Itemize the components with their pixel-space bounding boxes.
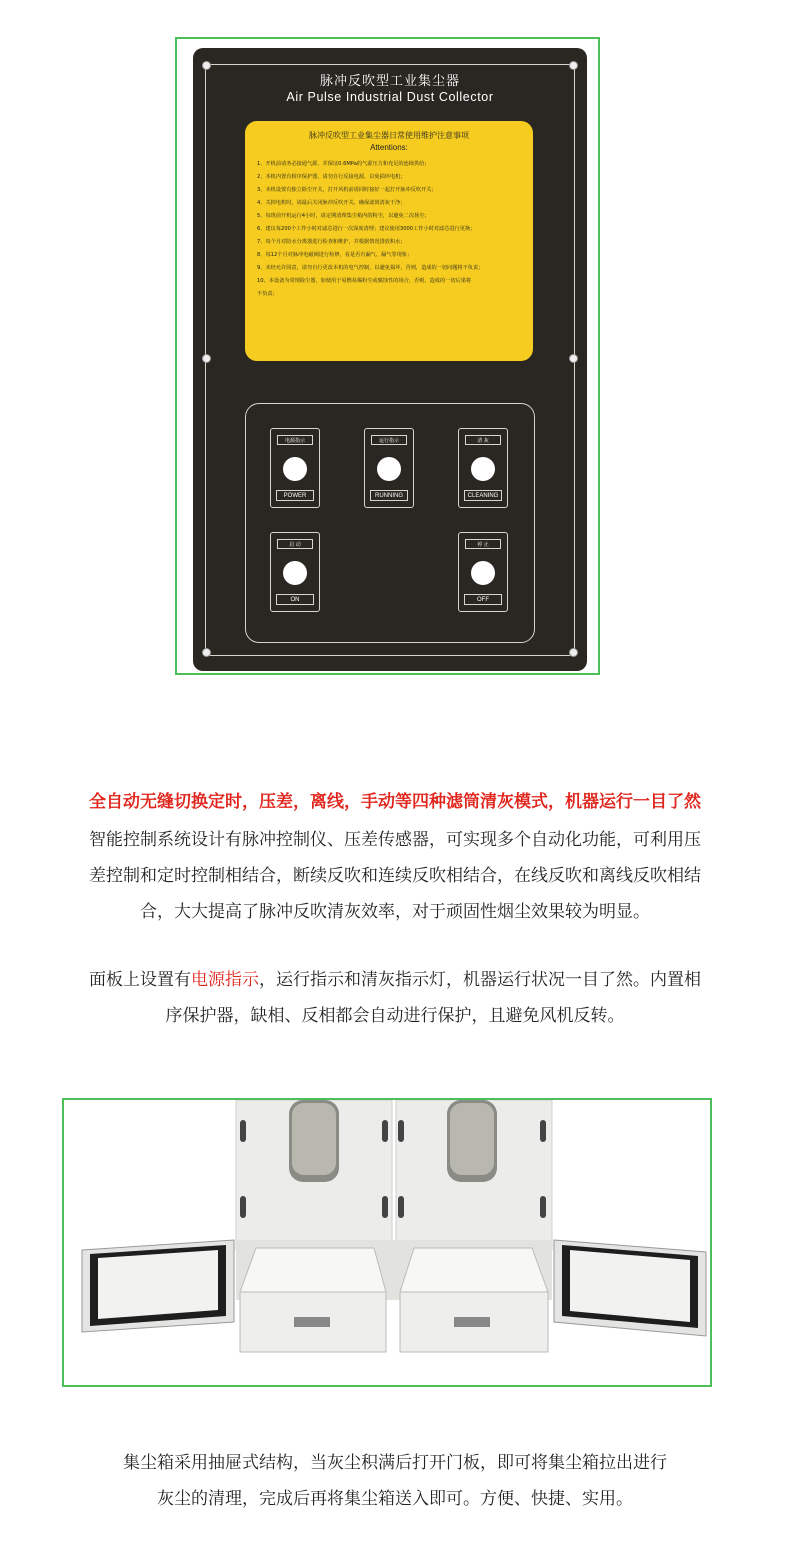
rivet-icon <box>569 354 578 363</box>
cleaning-button-unit <box>458 428 508 508</box>
feature-description <box>30 822 760 930</box>
power-bottom-label: POWER <box>276 490 314 501</box>
panel-title-en: Air Pulse Industrial Dust Collector <box>286 90 494 104</box>
off-button <box>471 561 495 585</box>
panel-description <box>30 962 760 1034</box>
feature-headline: 全自动无缝切换定时，压差，离线，手动等四种滤筒清灰模式，机器运行一目了然 <box>89 792 701 812</box>
panel-description-line-1 <box>30 962 760 998</box>
rivet-icon <box>202 354 211 363</box>
description-line: 差控制和定时控制相结合，断续反吹和连续反吹相结合，在线反吹和离线反吹相结 <box>89 866 701 886</box>
dust-drawer-illustration <box>64 1100 710 1385</box>
on-bottom-label: ON <box>276 594 314 605</box>
notice-item: 8、每12个月对脉冲电磁阀进行检修，看是否有漏气、漏气等现象； <box>257 252 413 258</box>
running-bottom-label: RUNNING <box>370 490 408 501</box>
notice-item: 7、每个月对防水分离器进行检查和维护，并根据情况排放积水； <box>257 239 406 245</box>
running-top-label: 运行指示 <box>371 435 407 445</box>
notice-item: 不负责； <box>257 291 278 297</box>
notice-item: 6、建议每200个工作小时对滤芯进行一次深度清理；建议使用3000工作小时对滤芯进行更换； <box>257 226 476 232</box>
cleaning-button <box>471 457 495 481</box>
text-prefix: 面板上设置有 <box>89 970 191 990</box>
drawer-description <box>30 1445 760 1517</box>
description-line: 合，大大提高了脉冲反吹清灰效率，对于顽固性烟尘效果较为明显。 <box>140 902 650 922</box>
notice-item: 4、关掉电机时，请最后关闭脉冲反吹开关，确保滤筒清灰干净； <box>257 200 406 206</box>
off-bottom-label: OFF <box>464 594 502 605</box>
control-panel <box>193 48 587 671</box>
description-line: 智能控制系统设计有脉冲控制仪、压差传感器，可实现多个自动化功能，可利用压 <box>89 830 701 850</box>
panel-description-line-2: 序保护器，缺相、反相都会自动进行保护，且避免风机反转。 <box>165 1006 625 1026</box>
power-indicator-lamp <box>283 457 307 481</box>
power-indicator-unit <box>270 428 320 508</box>
notice-item: 2、本机内置有相序保护器，请勿自行反接电源，以免损坏电机； <box>257 174 406 180</box>
notice-item: 3、本机设置有独立除尘开关，打开风机前请同时接好一起打开脉冲反吹开关； <box>257 187 437 193</box>
rivet-icon <box>202 61 211 70</box>
running-indicator-lamp <box>377 457 401 481</box>
highlight-power-indicator: 电源指示 <box>191 970 259 990</box>
off-button-unit <box>458 532 508 612</box>
power-top-label: 电源指示 <box>277 435 313 445</box>
notice-subtitle: Attentions: <box>370 143 408 152</box>
cleaning-top-label: 清 灰 <box>465 435 501 445</box>
control-button-area <box>245 403 535 643</box>
rivet-icon <box>569 61 578 70</box>
off-top-label: 停 止 <box>465 539 501 549</box>
notice-item: 1、开机前请务必接通气源，并保证0.6MPa的气源压力和充足的连续供给； <box>257 161 430 167</box>
drawer-description-line: 灰尘的清理，完成后再将集尘箱送入即可。方便、快捷、实用。 <box>157 1489 633 1509</box>
control-panel-image-frame <box>175 37 600 675</box>
cleaning-bottom-label: CLEANING <box>464 490 502 501</box>
drawer-description-line: 集尘箱采用抽屉式结构，当灰尘积满后打开门板，即可将集尘箱拉出进行 <box>123 1453 667 1473</box>
notice-item: 5、每班前开机运行4小时，请定期清理集尘箱内的粉尘，以避免二次扬尘； <box>257 213 430 219</box>
on-button <box>283 561 307 585</box>
notice-list <box>257 158 523 301</box>
dust-drawer-photo-frame <box>62 1098 712 1387</box>
rivet-icon <box>202 648 211 657</box>
panel-title-cn: 脉冲反吹型工业集尘器 <box>319 74 460 89</box>
on-button-unit <box>270 532 320 612</box>
rivet-icon <box>569 648 578 657</box>
running-indicator-unit <box>364 428 414 508</box>
on-top-label: 启 动 <box>277 539 313 549</box>
notice-title: 脉冲反吹型工业集尘器日常使用维护注意事项 <box>309 131 469 140</box>
notice-item: 10、本设备为常规除尘器，如使用于易燃易爆粉尘或腐蚀性的场合，否则，造成的一切后果将 <box>257 278 472 284</box>
attention-notice <box>245 121 533 361</box>
notice-item: 9、未经允许同意，请勿自行更改本机的电气控制，以避免损坏，否则，造成的一切问题将不负责； <box>257 265 484 271</box>
text-suffix: ，运行指示和清灰指示灯，机器运行状况一目了然。内置相 <box>259 970 701 990</box>
